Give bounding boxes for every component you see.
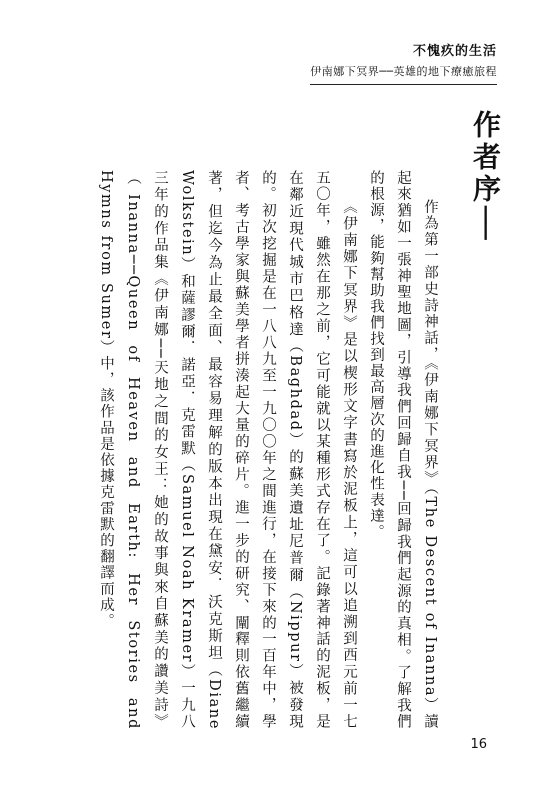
page-number: 16 <box>470 737 487 752</box>
chapter-title: 作者序 <box>469 110 502 206</box>
paragraph-2: 《伊南娜下冥界》是以楔形文字書寫於泥板上，這可以追溯到西元前一七五〇年，雖然在那之前，它可能就以某種形式存在了。記錄著神話的泥板，是在鄰近現代城市巴格達（Baghdad）的蘇美遺址尼普爾（Nippur）被發現的。初次挖掘是在一八八九至一九〇〇年之間進行，在接下來的一百年中，學者、考古學家與蘇美學者拼湊起大量的碎片。進一步的研究、闡釋則依舊繼續著，但迄今為止最全面、最容易理解的版本出現在黛安．沃克斯坦（Diane Wolkstein）和薩謬爾．諾亞．克雷默（Samuel Noah Kramer）一九八三年的作品集《伊南娜──天地之間的女王：她的故事與來自蘇美的讚美詩》（Inanna──Queen of Heaven and Earth: Her Stories and Hymns from Sumer）中，該作品是依據克雷默的翻譯而成。 <box>98 170 357 730</box>
body-text <box>43 170 443 730</box>
chapter-heading <box>469 110 502 240</box>
book-subtitle: 伊南娜下冥界──英雄的地下療癒旅程 <box>310 63 497 85</box>
running-header <box>310 40 497 85</box>
paragraph-1: 作為第一部史詩神話，《伊南娜下冥界》（The Descent of Inanna）讀起來猶如一張神聖地圖，引導我們回歸自我──回歸我們起源的真相。了解我們的根源，能夠幫助我們找到最高層次的進化性表達。 <box>368 170 438 730</box>
chapter-dash: ── <box>469 206 502 240</box>
book-title: 不愧疚的生活 <box>412 44 497 59</box>
